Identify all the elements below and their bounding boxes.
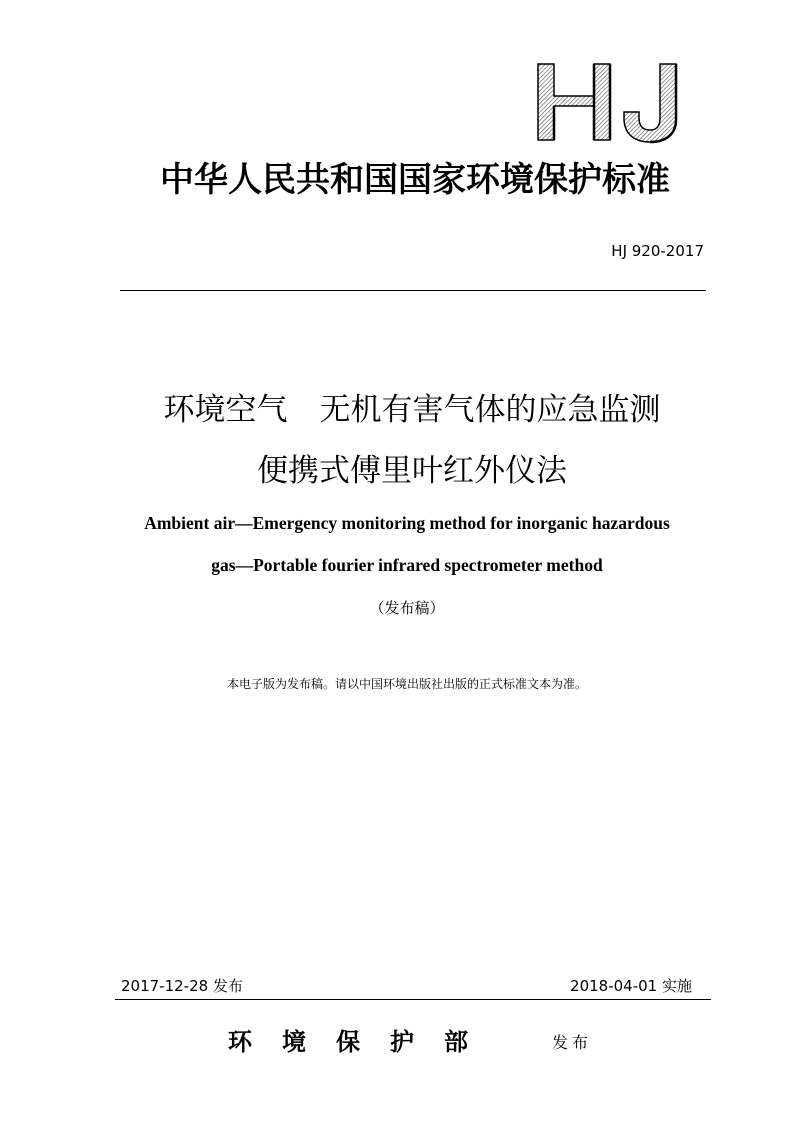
title-zh-part-1: 环境空气 — [163, 392, 288, 428]
title-zh-line-2: 便携式傅里叶红外仪法 — [257, 453, 567, 489]
publisher-name: 环境保护部 — [228, 1027, 498, 1056]
title-en-line-1: Ambient air—Emergency monitoring method for inorganic hazardous — [144, 513, 670, 533]
bottom-divider — [115, 999, 711, 1000]
draft-label: （发布稿） — [369, 599, 445, 617]
publisher-suffix: 发布 — [552, 1033, 593, 1052]
implementation-date: 2018-04-01 实施 — [570, 977, 692, 995]
standard-number: HJ 920-2017 — [611, 242, 704, 260]
title-zh-part-2: 无机有害气体的应急监测 — [319, 392, 661, 428]
hj-logo-icon — [532, 60, 687, 145]
organization-title: 中华人民共和国国家环境保护标准 — [160, 160, 670, 200]
title-en-line-2: gas—Portable fourier infrared spectrometer method — [211, 555, 603, 575]
title-zh-line-1 — [0, 391, 800, 429]
issue-date: 2017-12-28 发布 — [121, 977, 243, 995]
electronic-version-notice: 本电子版为发布稿。请以中国环境出版社出版的正式标准文本为准。 — [226, 677, 587, 691]
top-divider — [120, 290, 706, 291]
